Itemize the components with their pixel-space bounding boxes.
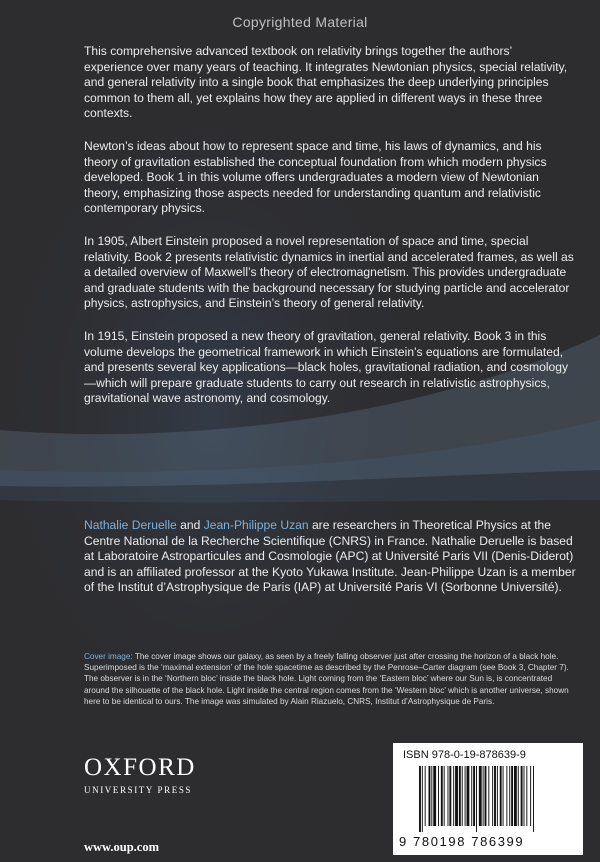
barcode-bar — [429, 766, 431, 826]
barcode-bar — [476, 766, 477, 832]
barcode-bar — [509, 766, 510, 826]
barcode-bar — [449, 766, 451, 826]
barcode-bar — [518, 766, 519, 826]
author-name-2: Jean-Philippe Uzan — [203, 518, 309, 532]
barcode-bar — [453, 766, 454, 826]
barcode-bar — [497, 766, 498, 826]
barcode-bar — [492, 766, 493, 826]
barcode-bar — [479, 766, 482, 826]
description-paragraph-3: In 1905, Albert Einstein proposed a novel representation of space and time, special relativity. Book 2 presents relativistic dynamics in inertial and accelerated frames, as well as a detailed overview of Maxwell’s theory of electromagnetism. This provides undergraduate and graduate students with the background necessary for studying particle and accelerator physics, astrophysics, and Einstein’s theory of general relativity. — [84, 233, 574, 311]
barcode-bar — [431, 766, 432, 826]
barcode-bar — [441, 766, 443, 826]
description-paragraph-2: Newton’s ideas about how to represent space and time, his laws of dynamics, and his theory of gravitation established the conceptual foundation from which modern physics developed. Book 1 in this volume offers undergraduates a modern view of Newtonian theory, emphasizing those aspects needed for understanding quantum and relativistic contemporary physics. — [84, 138, 547, 216]
barcode-bar — [514, 766, 517, 826]
isbn-barcode-box — [393, 743, 583, 855]
author-name-1: Nathalie Deruelle — [84, 518, 177, 532]
barcode-bar — [422, 766, 423, 832]
author-bio — [84, 518, 576, 596]
barcode-bar — [506, 766, 507, 826]
barcode-number: 9 780198 786399 — [399, 834, 525, 849]
barcode-bar — [494, 766, 496, 826]
watermark: Copyrighted Material — [232, 14, 368, 30]
barcode-bar — [455, 766, 458, 826]
barcode-bar — [500, 766, 502, 826]
barcode-bar — [425, 766, 426, 826]
barcode-bar — [530, 766, 531, 826]
barcode-bar — [448, 766, 449, 826]
book-description — [84, 44, 574, 424]
barcode-icon — [419, 766, 569, 832]
barcode-bar — [465, 766, 466, 826]
barcode-bar — [526, 766, 527, 826]
cover-note-label: Cover image: — [84, 652, 133, 661]
barcode-bar — [485, 766, 487, 826]
cover-note-text: The cover image shows our galaxy, as seen by a freely falling observer just after crossing the horizon of a black hole. Superimposed is the ‘maximal extension’ of the hole spacetime as described by the Penrose–Carter diagram (see Book 3, Chapter 7). The observer is in the ‘Northern bloc’ inside the black hole. Light coming from the ‘Eastern bloc’ where our Sun is, is concentrated around the silhouette of the black hole. Light inside the central region comes from the ‘Western bloc’ which is another universe, shown here to be identical to ours. The image was simulated by Alain Riazuelo, CNRS, Institut d’Astrophysique de Paris. — [84, 652, 569, 706]
barcode-bar — [433, 766, 436, 826]
barcode-bar — [503, 766, 504, 826]
author-bio-text: are researchers in Theoretical Physics at the Centre National de la Recherche Scientifique (CNRS) in France. Nathalie Deruelle is based at Laboratoire Astroparticules and Cosmologie (APC) at Université Paris VII (Denis-Diderot) and is an affiliated professor at the Kyoto Yukawa Institute. Jean-Philippe Uzan is a member of the Institut d’Astrophysique de Paris (IAP) at Université Paris VI (Sorbonne Université). — [84, 518, 576, 595]
publisher-name: OXFORD — [84, 754, 196, 781]
cover-image-note — [84, 651, 574, 707]
author-conjunction: and — [176, 518, 204, 532]
barcode-bar — [511, 766, 513, 826]
barcode-bar — [467, 766, 470, 826]
publisher-subtitle: UNIVERSITY PRESS — [84, 785, 193, 795]
barcode-bar — [462, 766, 463, 826]
barcode-bar — [521, 766, 523, 826]
barcode-bar — [471, 766, 472, 826]
barcode-bar — [488, 766, 489, 826]
publisher-website[interactable]: www.oup.com — [84, 840, 160, 854]
barcode-bar — [438, 766, 439, 826]
barcode-bar — [473, 766, 475, 826]
isbn-label: ISBN 978-0-19-878639-9 — [403, 749, 526, 761]
barcode-bar — [483, 766, 484, 826]
publisher-logo — [84, 755, 204, 795]
barcode-bar — [459, 766, 461, 826]
barcode-bar — [533, 766, 534, 832]
description-paragraph-4: In 1915, Einstein proposed a new theory of gravitation, general relativity. Book 3 in this volume develops the geometrical framework in which Einstein’s equations are formulated, and presents several key applications—black holes, gravitational radiation, and cosmology—which will prepare graduate students to carry out research in relativistic astrophysics, gravitational wave astronomy, and cosmology. — [84, 328, 569, 406]
description-paragraph-1: This comprehensive advanced textbook on relativity brings together the authors’ experience over many years of teaching. It integrates Newtonian physics, special relativity, and general relativity into a single book that emphasizes the deep underlying principles common to them all, yet explains how they are applied in different ways in these three contexts. — [84, 44, 568, 121]
barcode-bar — [524, 766, 525, 826]
barcode-bar — [444, 766, 445, 826]
barcode-bar — [419, 766, 421, 832]
